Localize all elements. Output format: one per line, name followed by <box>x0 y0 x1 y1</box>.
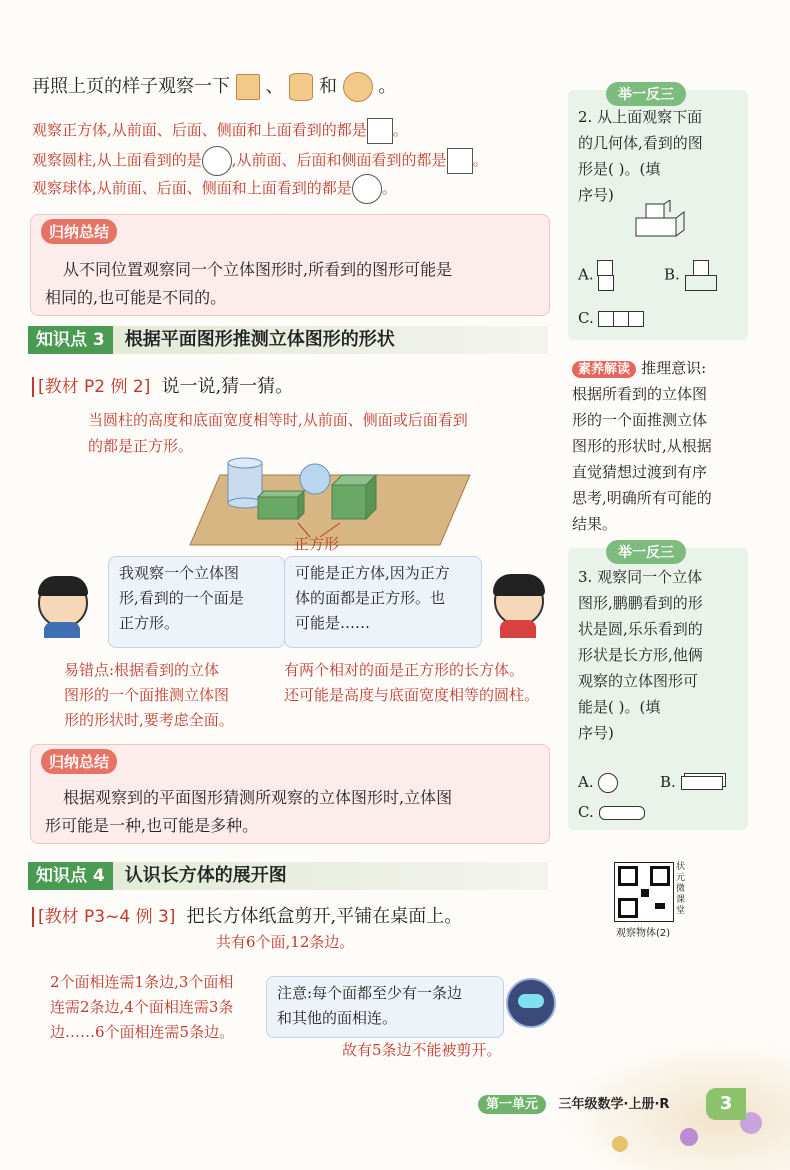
practice-tag: 举一反三 <box>606 82 686 106</box>
literacy-note <box>572 356 712 537</box>
sphere-icon <box>343 72 373 102</box>
sphere-note-text: 观察球体,从前面、后面、侧面和上面看到的都是 <box>32 179 352 197</box>
practice-line-2: 的几何体,看到的图 <box>578 134 703 152</box>
practice-line-1: 3. 观察同一个立体 <box>578 568 703 586</box>
option-letter: A. <box>578 265 594 284</box>
summary-text-2: 相同的,也可能是不同的。 <box>45 288 227 307</box>
error-note <box>64 658 234 733</box>
boy-line-2: 形,看到的一个面是 <box>119 589 244 607</box>
edges-line-1: 2个面相连需1条边,3个面相 <box>50 973 234 991</box>
boy-body <box>44 622 80 638</box>
intro-and: 和 <box>318 76 337 97</box>
knowledge-point-3-header <box>28 326 548 354</box>
qr-code-icon[interactable] <box>614 862 674 922</box>
cuboid-icon <box>258 497 298 519</box>
summary-text-1: 从不同位置观察同一个立体图形时,所看到的图形可能是 <box>63 260 453 279</box>
textbook-ref: [教材 P2 例 2] <box>32 377 150 397</box>
practice-line-3: 状是圆,乐乐看到的 <box>578 620 703 638</box>
cannot-cut-note: 故有5条边不能被剪开。 <box>342 1041 502 1059</box>
page-number: 3 <box>706 1088 746 1120</box>
cylinder-note <box>32 146 488 176</box>
option-letter: B. <box>664 265 680 284</box>
girl-avatar <box>494 576 544 626</box>
dot: 。 <box>392 121 408 139</box>
textbook-ref: [教材 P3~4 例 3] <box>32 907 175 927</box>
answer-square <box>447 148 473 174</box>
girl-line-3: 可能是…… <box>295 614 371 632</box>
girl-line-2: 体的面都是正方形。也 <box>295 589 446 607</box>
intro-line <box>32 72 396 102</box>
notice-line-1: 注意:每个面都至少有一条边 <box>277 984 463 1002</box>
dot: 。 <box>472 151 488 169</box>
knowledge-point-4-header <box>28 862 548 890</box>
option-letter: B. <box>660 773 676 791</box>
sphere-icon <box>598 773 618 793</box>
intro-end: 。 <box>378 76 397 97</box>
practice-line-6: 能是( )。(填 <box>578 698 661 716</box>
cylinder-note-1: 当圆柱的高度和底面宽度相等时,从前面、侧面或后面看到 <box>88 411 468 429</box>
cube-note <box>32 118 408 144</box>
girl-line-1: 可能是正方体,因为正方 <box>295 564 450 582</box>
literacy-line-2: 根据所看到的立体图 <box>572 385 708 403</box>
notice-line-2: 和其他的面相连。 <box>277 1009 398 1027</box>
literacy-line-7: 结果。 <box>572 515 618 533</box>
footer <box>478 1092 669 1118</box>
practice-line-2: 图形,鹏鹏看到的形 <box>578 594 703 612</box>
kp-tag: 知识点 4 <box>28 862 113 890</box>
option-a <box>578 770 618 795</box>
summary-box-1 <box>30 214 550 316</box>
flower-icon <box>680 1128 698 1146</box>
answer-square <box>367 118 393 144</box>
practice-line-1: 2. 从上面观察下面 <box>578 108 703 126</box>
practice-tag: 举一反三 <box>606 540 686 564</box>
textbook-ref-p3 <box>32 902 462 928</box>
faces-edges-note: 共有6个面,12条边。 <box>216 933 355 951</box>
boy-line-3: 正方形。 <box>119 614 180 632</box>
robot-avatar <box>506 978 556 1028</box>
cyl-note-a: 观察圆柱,从上面看到的是 <box>32 151 202 169</box>
answer-line-1: 有两个相对的面是正方形的长方体。 <box>284 661 525 679</box>
answer-note <box>284 658 539 708</box>
option-b <box>664 260 717 291</box>
boy-avatar <box>38 578 88 628</box>
error-line-3: 形的形状时,要考虑全面。 <box>64 711 234 729</box>
summary-tag: 归纳总结 <box>41 749 117 774</box>
option-a <box>578 260 614 291</box>
summary-tag: 归纳总结 <box>41 219 117 244</box>
unit-label: 第一单元 <box>478 1095 546 1114</box>
book-title: 三年级数学·上册·R <box>558 1097 670 1112</box>
literacy-line-6: 思考,明确所有可能的 <box>572 489 712 507</box>
practice-line-3: 形是( )。(填 <box>578 160 661 178</box>
kp-title: 认识长方体的展开图 <box>124 865 287 886</box>
intro-sep: 、 <box>265 76 284 97</box>
cyl-note-b: ,从前面、后面和侧面看到的都是 <box>231 151 447 169</box>
cuboid-icon <box>681 776 723 790</box>
cylinder-icon <box>228 463 262 503</box>
prompt: 说一说,猜一猜。 <box>161 376 294 397</box>
answer-line-2: 还可能是高度与底面宽度相等的圆柱。 <box>284 686 540 704</box>
option-letter: C. <box>578 803 594 821</box>
practice-line-4: 形状是长方形,他俩 <box>578 646 703 664</box>
cube-note-text: 观察正方体,从前面、后面、侧面和上面看到的都是 <box>32 121 367 139</box>
option-letter: C. <box>578 309 594 327</box>
sphere-icon <box>300 464 330 494</box>
cube-icon <box>236 74 260 100</box>
practice-line-5: 观察的立体图形可 <box>578 672 699 690</box>
option-b <box>660 770 723 795</box>
square-label: 正方形 <box>294 535 340 553</box>
edges-line-3: 边……6个面相连需5条边。 <box>50 1023 235 1041</box>
edges-note <box>50 970 234 1045</box>
summary-text-2: 形可能是一种,也可能是多种。 <box>45 816 259 835</box>
cube-icon <box>332 485 366 519</box>
literacy-line-4: 图形的形状时,从根据 <box>572 437 712 455</box>
practice-box-3 <box>568 545 748 830</box>
textbook-ref-p2 <box>32 372 293 398</box>
answer-circle <box>352 174 382 204</box>
practice-box-2 <box>568 87 748 340</box>
option-letter: A. <box>578 773 594 791</box>
intro-text: 再照上页的样子观察一下 <box>32 76 230 97</box>
prompt: 把长方体纸盒剪开,平铺在桌面上。 <box>186 906 463 927</box>
cylinder-icon <box>599 806 645 820</box>
option-c <box>578 800 645 825</box>
summary-text-1: 根据观察到的平面图形猜测所观察的立体图形时,立体图 <box>63 788 453 807</box>
kp-tag: 知识点 3 <box>28 326 113 354</box>
literacy-tag: 素养解读 <box>572 361 636 378</box>
flower-icon <box>612 1136 628 1152</box>
qr-side-label: 状元微课堂 <box>676 862 686 916</box>
girl-body <box>500 620 536 638</box>
error-line-2: 图形的一个面推测立体图 <box>64 686 230 704</box>
dot: 。 <box>381 179 397 197</box>
cylinder-icon <box>289 73 313 101</box>
literacy-line-5: 直觉猜想过渡到有序 <box>572 463 708 481</box>
summary-box-2 <box>30 744 550 844</box>
edges-line-2: 连需2条边,4个面相连需3条 <box>50 998 234 1016</box>
literacy-line-3: 形的一个面推测立体 <box>572 411 708 429</box>
practice-line-4: 序号) <box>578 186 614 204</box>
boy-speech-bubble <box>108 556 285 648</box>
option-c <box>578 306 644 331</box>
literacy-line-1: 推理意识: <box>641 359 707 377</box>
qr-caption: 观察物体(2) <box>616 928 671 939</box>
error-line-1: 易错点:根据看到的立体 <box>64 661 220 679</box>
cylinder-note-2: 的都是正方形。 <box>88 437 194 455</box>
girl-speech-bubble <box>284 556 482 648</box>
boy-line-1: 我观察一个立体图 <box>119 564 240 582</box>
sphere-note <box>32 174 397 204</box>
answer-circle <box>202 146 232 176</box>
solid-figure-icon <box>632 200 692 240</box>
notice-bubble <box>266 976 504 1038</box>
kp-title: 根据平面图形推测立体图形的形状 <box>124 329 395 350</box>
practice-line-7: 序号) <box>578 724 614 742</box>
